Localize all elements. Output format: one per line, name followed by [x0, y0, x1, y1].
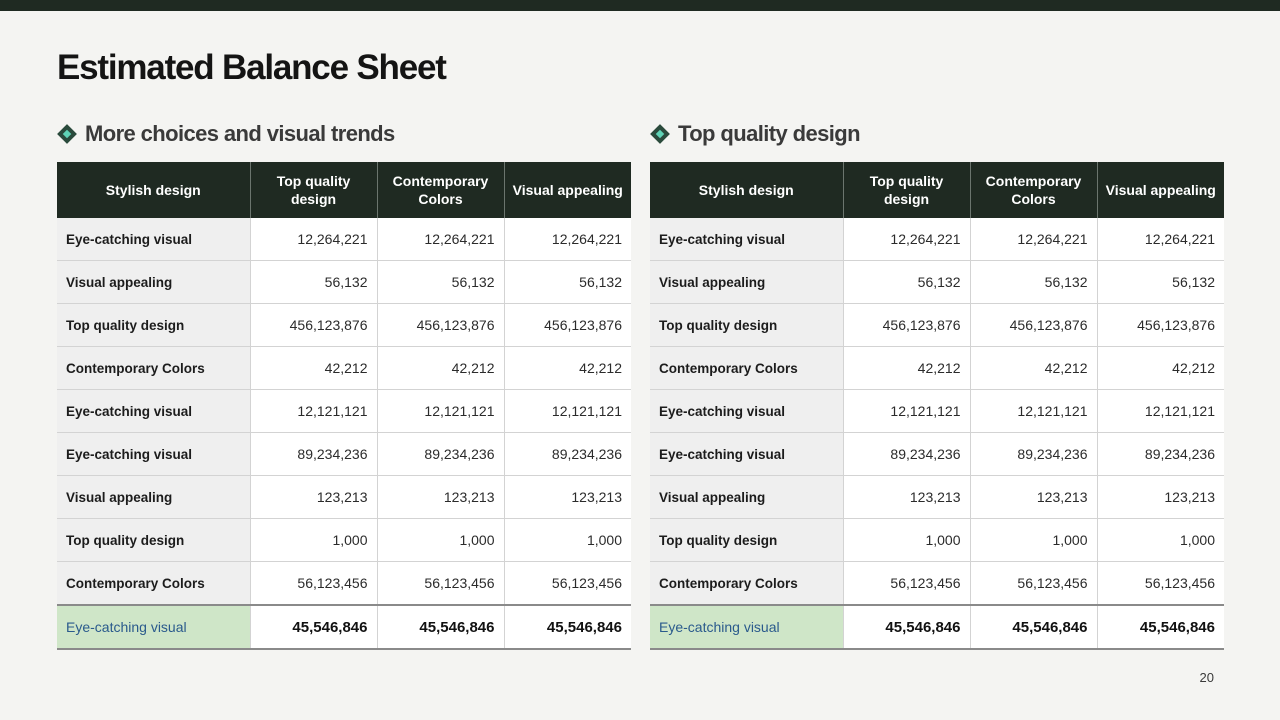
diamond-icon — [57, 124, 77, 144]
row-label: Eye-catching visual — [57, 218, 250, 261]
cell-value: 12,264,221 — [970, 218, 1097, 261]
cell-value: 456,123,876 — [377, 304, 504, 347]
table-total-row — [650, 605, 1224, 649]
column-header: Top quality design — [843, 162, 970, 218]
row-label: Top quality design — [57, 304, 250, 347]
cell-value: 56,123,456 — [970, 562, 1097, 606]
cell-value: 1,000 — [377, 519, 504, 562]
cell-value: 56,123,456 — [504, 562, 631, 606]
cell-value: 12,121,121 — [843, 390, 970, 433]
row-label: Eye-catching visual — [650, 605, 843, 649]
table-row — [650, 433, 1224, 476]
table-row — [650, 218, 1224, 261]
cell-value: 89,234,236 — [970, 433, 1097, 476]
row-label: Top quality design — [650, 519, 843, 562]
cell-value: 42,212 — [504, 347, 631, 390]
cell-value: 56,123,456 — [843, 562, 970, 606]
row-label: Top quality design — [650, 304, 843, 347]
cell-value: 1,000 — [970, 519, 1097, 562]
cell-value: 12,264,221 — [843, 218, 970, 261]
panel-left — [57, 116, 631, 650]
row-label: Contemporary Colors — [57, 562, 250, 606]
cell-value: 42,212 — [377, 347, 504, 390]
cell-value: 123,213 — [1097, 476, 1224, 519]
cell-value: 1,000 — [504, 519, 631, 562]
cell-value: 456,123,876 — [504, 304, 631, 347]
cell-value: 45,546,846 — [250, 605, 377, 649]
row-label: Eye-catching visual — [57, 433, 250, 476]
cell-value: 123,213 — [843, 476, 970, 519]
row-label: Eye-catching visual — [57, 390, 250, 433]
balance-table — [57, 162, 631, 650]
cell-value: 12,121,121 — [377, 390, 504, 433]
table-row — [57, 218, 631, 261]
table-row — [57, 261, 631, 304]
cell-value: 45,546,846 — [1097, 605, 1224, 649]
row-label: Top quality design — [57, 519, 250, 562]
table-row — [650, 304, 1224, 347]
column-header: Stylish design — [650, 162, 843, 218]
row-label: Contemporary Colors — [650, 562, 843, 606]
table-row — [650, 261, 1224, 304]
column-header: Visual appealing — [504, 162, 631, 218]
panel-heading — [57, 116, 631, 152]
row-label: Eye-catching visual — [650, 433, 843, 476]
panel-right — [650, 116, 1224, 650]
cell-value: 56,123,456 — [1097, 562, 1224, 606]
row-label: Visual appealing — [57, 476, 250, 519]
cell-value: 12,264,221 — [1097, 218, 1224, 261]
table-row — [57, 304, 631, 347]
cell-value: 123,213 — [970, 476, 1097, 519]
table-row — [57, 476, 631, 519]
diamond-icon — [650, 124, 670, 144]
table-row — [650, 519, 1224, 562]
row-label: Contemporary Colors — [57, 347, 250, 390]
table-total-row — [57, 605, 631, 649]
cell-value: 1,000 — [1097, 519, 1224, 562]
cell-value: 89,234,236 — [1097, 433, 1224, 476]
table-header-row — [650, 162, 1224, 218]
cell-value: 56,132 — [377, 261, 504, 304]
cell-value: 12,121,121 — [1097, 390, 1224, 433]
cell-value: 45,546,846 — [843, 605, 970, 649]
cell-value: 89,234,236 — [843, 433, 970, 476]
cell-value: 12,264,221 — [504, 218, 631, 261]
cell-value: 456,123,876 — [843, 304, 970, 347]
cell-value: 56,132 — [970, 261, 1097, 304]
page-title: Estimated Balance Sheet — [57, 48, 446, 87]
row-label: Eye-catching visual — [650, 218, 843, 261]
table-row — [57, 433, 631, 476]
table-row — [650, 476, 1224, 519]
cell-value: 123,213 — [250, 476, 377, 519]
cell-value: 56,132 — [843, 261, 970, 304]
column-header: Visual appealing — [1097, 162, 1224, 218]
cell-value: 42,212 — [1097, 347, 1224, 390]
table-row — [57, 562, 631, 606]
table-row — [650, 347, 1224, 390]
cell-value: 42,212 — [843, 347, 970, 390]
cell-value: 89,234,236 — [250, 433, 377, 476]
cell-value: 12,121,121 — [970, 390, 1097, 433]
panel-heading-text: Top quality design — [678, 121, 860, 146]
row-label: Eye-catching visual — [57, 605, 250, 649]
cell-value: 12,264,221 — [250, 218, 377, 261]
cell-value: 56,132 — [504, 261, 631, 304]
table-row — [57, 519, 631, 562]
cell-value: 123,213 — [377, 476, 504, 519]
column-header: Contemporary Colors — [970, 162, 1097, 218]
table-row — [650, 390, 1224, 433]
row-label: Visual appealing — [650, 261, 843, 304]
cell-value: 42,212 — [970, 347, 1097, 390]
cell-value: 12,121,121 — [250, 390, 377, 433]
top-accent-bar — [0, 0, 1280, 11]
row-label: Visual appealing — [650, 476, 843, 519]
cell-value: 12,264,221 — [377, 218, 504, 261]
cell-value: 89,234,236 — [377, 433, 504, 476]
table-row — [57, 390, 631, 433]
row-label: Eye-catching visual — [650, 390, 843, 433]
cell-value: 56,123,456 — [377, 562, 504, 606]
table-header-row — [57, 162, 631, 218]
cell-value: 56,132 — [1097, 261, 1224, 304]
row-label: Contemporary Colors — [650, 347, 843, 390]
row-label: Visual appealing — [57, 261, 250, 304]
cell-value: 1,000 — [843, 519, 970, 562]
table-row — [650, 562, 1224, 606]
cell-value: 56,132 — [250, 261, 377, 304]
cell-value: 56,123,456 — [250, 562, 377, 606]
panel-heading-text: More choices and visual trends — [85, 121, 395, 146]
page-number: 20 — [1199, 670, 1214, 685]
cell-value: 456,123,876 — [250, 304, 377, 347]
cell-value: 45,546,846 — [504, 605, 631, 649]
cell-value: 89,234,236 — [504, 433, 631, 476]
column-header: Contemporary Colors — [377, 162, 504, 218]
cell-value: 42,212 — [250, 347, 377, 390]
column-header: Stylish design — [57, 162, 250, 218]
cell-value: 12,121,121 — [504, 390, 631, 433]
cell-value: 45,546,846 — [970, 605, 1097, 649]
column-header: Top quality design — [250, 162, 377, 218]
cell-value: 456,123,876 — [970, 304, 1097, 347]
cell-value: 123,213 — [504, 476, 631, 519]
panel-heading — [650, 116, 1224, 152]
cell-value: 45,546,846 — [377, 605, 504, 649]
balance-table — [650, 162, 1224, 650]
cell-value: 1,000 — [250, 519, 377, 562]
cell-value: 456,123,876 — [1097, 304, 1224, 347]
table-row — [57, 347, 631, 390]
